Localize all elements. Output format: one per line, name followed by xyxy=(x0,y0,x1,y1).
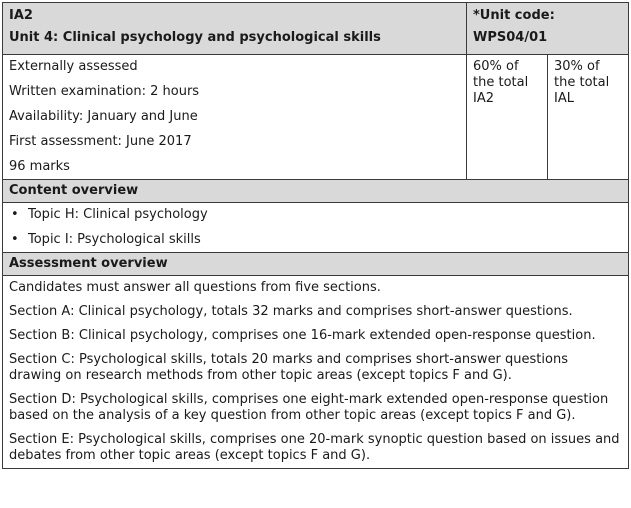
assessment-overview-cell xyxy=(3,276,629,469)
unit-spec-table xyxy=(2,2,629,469)
assessment-paragraph: Section D: Psychological skills, comprises one eight-mark extended open-response question based on the analysis of a key question from other topic areas (except topics F and G). xyxy=(9,392,609,423)
weight-ia2-cell xyxy=(467,55,548,180)
content-overview-cell xyxy=(3,203,629,253)
weight-ia2-line: IA2 xyxy=(473,91,494,106)
bullet-icon: • xyxy=(11,207,19,222)
unit-code-cell xyxy=(467,3,629,55)
unit-code-label: *Unit code: xyxy=(473,8,555,23)
info-line: 96 marks xyxy=(9,159,70,174)
unit-header-cell xyxy=(3,3,467,55)
info-line: Availability: January and June xyxy=(9,109,198,124)
assessment-paragraph: Candidates must answer all questions from five sections. xyxy=(9,280,381,295)
assessment-paragraph: Section A: Clinical psychology, totals 32 marks and comprises short-answer questions. xyxy=(9,304,573,319)
content-overview-heading: Content overview xyxy=(3,180,629,203)
assessment-paragraph: Section B: Clinical psychology, comprises one 16-mark extended open-response question. xyxy=(9,328,596,343)
topic-label: Topic I: Psychological skills xyxy=(28,232,201,247)
topic-list xyxy=(9,207,622,248)
info-line: Written examination: 2 hours xyxy=(9,84,200,99)
weight-ial-line: the total xyxy=(554,75,610,90)
assessment-paragraph: Section C: Psychological skills, totals 20 marks and comprises short-answer questions drawing on research methods from other topic areas (except topics F and G). xyxy=(9,352,568,383)
unit-code-value: WPS04/01 xyxy=(473,30,548,45)
assessment-overview-heading: Assessment overview xyxy=(3,253,629,276)
weight-ial-line: IAL xyxy=(554,91,574,106)
weight-ial-line: 30% of xyxy=(554,59,600,74)
weight-ia2-line: the total xyxy=(473,75,529,90)
topic-item xyxy=(9,232,622,248)
weight-ia2-line: 60% of xyxy=(473,59,519,74)
bullet-icon: • xyxy=(11,232,19,247)
info-line: First assessment: June 2017 xyxy=(9,134,192,149)
info-line: Externally assessed xyxy=(9,59,138,74)
assessment-paragraph: Section E: Psychological skills, comprises one 20-mark synoptic question based on issues and debates from other topic areas (except topics F and G). xyxy=(9,432,620,463)
unit-id: IA2 xyxy=(9,8,33,23)
topic-item xyxy=(9,207,622,223)
unit-title: Unit 4: Clinical psychology and psychological skills xyxy=(9,30,381,45)
topic-label: Topic H: Clinical psychology xyxy=(28,207,208,222)
weight-ial-cell xyxy=(548,55,629,180)
unit-spec-document xyxy=(2,2,628,469)
assessment-info-cell xyxy=(3,55,467,180)
